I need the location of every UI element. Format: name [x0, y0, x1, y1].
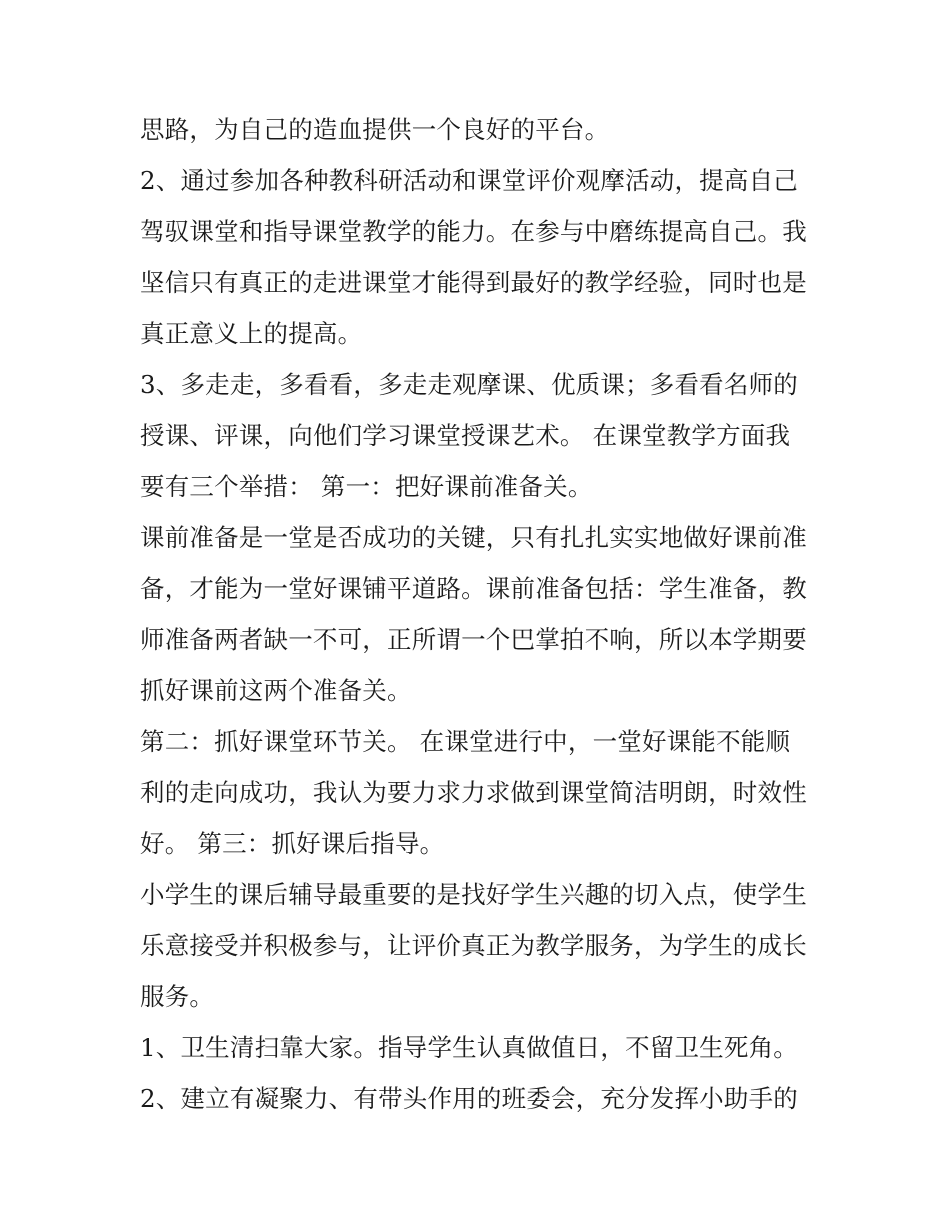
text-line: 思路，为自己的造血提供一个良好的平台。: [140, 115, 610, 144]
text-line: 课前准备是一堂是否成功的关键，只有扎扎实实地做好课前准: [140, 523, 807, 552]
text-line: 抓好课前这两个准备关。: [140, 676, 412, 705]
text-line: 服务。: [140, 982, 215, 1011]
text-line: 真正意义上的提高。: [140, 319, 363, 348]
text-line: 第二：抓好课堂环节关。 在课堂进行中，一堂好课能不能顺: [140, 727, 791, 756]
text-line: 1、卫生清扫靠大家。指导学生认真做值日，不留卫生死角。: [140, 1033, 798, 1062]
text-line: 师准备两者缺一不可，正所谓一个巴掌拍不响，所以本学期要: [140, 625, 807, 654]
text-line: 2、建立有凝聚力、有带头作用的班委会，充分发挥小助手的: [140, 1084, 798, 1113]
text-line: 备，才能为一堂好课铺平道路。课前准备包括：学生准备，教: [140, 574, 807, 603]
text-line: 要有三个举措： 第一：把好课前准备关。: [140, 472, 593, 501]
text-line: 小学生的课后辅导最重要的是找好学生兴趣的切入点，使学生: [140, 880, 807, 909]
text-line: 好。 第三：抓好课后指导。: [140, 829, 445, 858]
document-page: [140, 104, 830, 1124]
text-line: 3、多走走，多看看，多走走观摩课、优质课；多看看名师的: [140, 370, 798, 399]
text-line: 驾驭课堂和指导课堂教学的能力。在参与中磨练提高自己。我: [140, 217, 807, 246]
text-line: 授课、评课，向他们学习课堂授课艺术。 在课堂教学方面我: [140, 421, 791, 450]
text-line: 利的走向成功，我认为要力求力求做到课堂简洁明朗，时效性: [140, 778, 807, 807]
text-line: 2、通过参加各种教科研活动和课堂评价观摩活动，提高自己: [140, 166, 798, 195]
text-line: 乐意接受并积极参与，让评价真正为教学服务，为学生的成长: [140, 931, 807, 960]
text-line: 坚信只有真正的走进课堂才能得到最好的教学经验，同时也是: [140, 268, 807, 297]
